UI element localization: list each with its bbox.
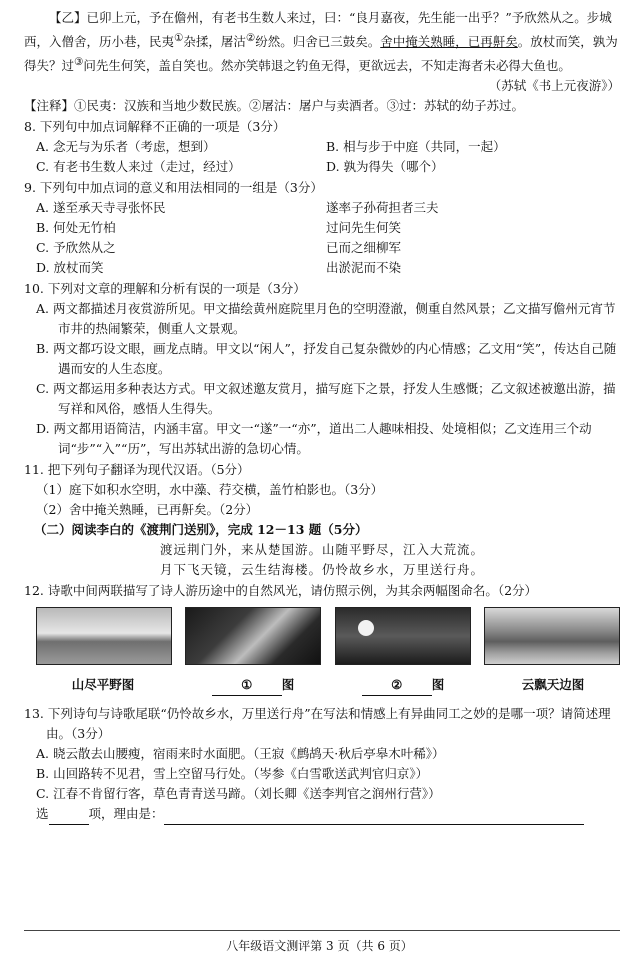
- question-9-option-a: [24, 198, 620, 218]
- passage-text: 【乙】已卯上元，予在儋州，有老书生数人来过，曰：“良月嘉夜，先生能一出乎？”予欣然从之。步城西，入僧舍，历小巷，民夷: [24, 10, 612, 50]
- option-a: A. 两文都描述月夜赏游所见。甲文描绘黄州庭院里月色的空明澄澈，侧重自然风景；乙文描写儋州元宵节市井的热闹繁荣，侧重人文景观。: [36, 301, 616, 337]
- passage-text: 。放杖而笑，孰为得失？过: [24, 34, 618, 74]
- option-d-right: 出淤泥而不染: [326, 260, 402, 276]
- reason-blank[interactable]: [164, 804, 584, 825]
- option-a-right: 遂率子孙荷担者三夫: [326, 200, 439, 216]
- choice-blank[interactable]: [49, 804, 89, 825]
- sentence-1: （1）庭下如积水空明，水中藻、荇交横，盖竹柏影也。（3分）: [36, 482, 384, 498]
- answer-blank-1[interactable]: ①: [212, 675, 282, 696]
- landscape-photo-plain: [36, 607, 172, 665]
- option-b: B. 两文都巧设文眼，画龙点睛。甲文以“闲人”，抒发自己复杂微妙的内心情感；乙文用“笑”，传达自己随遇而安的人生态度。: [36, 341, 617, 377]
- option-d-left: D. 放杖而笑: [36, 260, 104, 276]
- exam-page: [24, 8, 620, 825]
- annotations: 【注释】①民夷：汉族和当地少数民族。②屠沽：屠户与卖酒者。③过：苏轼的幼子苏过。: [24, 98, 525, 114]
- note-mark: ①: [174, 32, 184, 44]
- passage-text: 问先生何笑，盖自笑也。然亦笑韩退之钓鱼无得，更欲远去，不知走海者未必得大鱼也。: [83, 58, 571, 74]
- option-b: B. 山回路转不见君，雪上空留马行处。（岑参《白雪歌送武判官归京》）: [36, 766, 429, 782]
- landscape-photo-moon: [335, 607, 471, 665]
- landscape-photo-clouds: [484, 607, 620, 665]
- caption-1: 山尽平野图: [71, 677, 135, 693]
- option-a: A. 念无与为乐者（考虑，想到）: [36, 139, 216, 155]
- caption-suffix: 图: [431, 677, 445, 693]
- question-8-options-row2: [24, 157, 620, 177]
- passage-source: （苏轼《书上元夜游》）: [488, 78, 620, 94]
- answer-blank-2[interactable]: ②: [362, 675, 432, 696]
- poem-line-2: 月下飞天镜，云生结海楼。仍怜故乡水，万里送行舟。: [159, 562, 484, 578]
- question-9-option-d: [24, 258, 620, 278]
- question-8-stem: 8. 下列句中加点词解释不正确的一项是（3分）: [24, 119, 286, 135]
- page-footer: 八年级语文测评第 3 页（共 6 页）: [226, 939, 413, 953]
- passage-text: 杂揉，屠沽: [183, 34, 246, 50]
- question-8-options-row1: [24, 137, 620, 157]
- photo-row: [36, 607, 620, 665]
- question-9-stem: 9. 下列句中加点词的意义和用法相同的一组是（3分）: [24, 180, 323, 196]
- option-c-left: C. 予欣然从之: [36, 240, 116, 256]
- sentence-2: （2）舍中掩关熟睡，已再鼾矣。（2分）: [36, 502, 259, 518]
- question-9-option-b: [24, 218, 620, 238]
- answer-prefix: 选: [36, 806, 49, 822]
- moon-shape: [358, 620, 374, 636]
- question-9-option-c: [24, 238, 620, 258]
- option-b-left: B. 何处无竹柏: [36, 220, 116, 236]
- option-a: A. 晓云散去山腰瘦，宿雨来时水面肥。（王寂《鹧鸪天·秋后亭皋木叶稀》）: [36, 746, 445, 762]
- caption-2: [186, 675, 320, 696]
- answer-line: [24, 804, 620, 825]
- option-c-right: 已而之细柳军: [326, 240, 402, 256]
- option-b: B. 相与步于中庭（共同，一起）: [326, 139, 506, 155]
- question-10-stem: 10. 下列对文章的理解和分析有误的一项是（3分）: [24, 281, 306, 297]
- note-mark: ③: [74, 56, 84, 69]
- poem-line-1: 渡远荆门外，来从楚国游。山随平野尽，江入大荒流。: [159, 542, 484, 558]
- caption-suffix: 图: [281, 677, 295, 693]
- question-11-stem: 11. 把下列句子翻译为现代汉语。（5分）: [24, 462, 250, 478]
- caption-4: 云飘天边图: [521, 677, 585, 693]
- footer-divider: [24, 930, 620, 931]
- answer-label: 项，理由是：: [88, 806, 164, 822]
- passage-b: [24, 8, 620, 76]
- option-d: D. 两文都用语简洁，内涵丰富。甲文一“遂”一“亦”，道出二人趣味相投、处境相似；乙文连用三个动词“步”“入”“历”，写出苏轼出游的急切心情。: [36, 421, 592, 457]
- question-12-stem: 12. 诗歌中间两联描写了诗人游历途中的自然风光，请仿照示例，为其余两幅图命名。（2分）: [24, 583, 538, 599]
- option-b-right: 过问先生何笑: [326, 220, 402, 236]
- underlined-sentence: 舍中掩关熟睡，已再鼾矣: [380, 34, 518, 50]
- photo-captions: [36, 675, 620, 696]
- option-c: C. 两文都运用多种表达方式。甲文叙述邀友赏月，描写庭下之景，抒发人生感慨；乙文叙述被邀出游，描写祥和风俗，感悟人生得失。: [36, 381, 616, 417]
- landscape-photo-river: [185, 607, 321, 665]
- option-d: D. 孰为得失（哪个）: [326, 159, 444, 175]
- question-13-stem: 13. 下列诗句与诗歌尾联“仍怜故乡水，万里送行舟”在写法和情感上有异曲同工之妙的是哪一项？请简述理由。（3分）: [24, 706, 611, 742]
- option-a-left: A. 遂至承天寺寻张怀民: [36, 200, 166, 216]
- caption-3: [336, 675, 470, 696]
- option-c: C. 有老书生数人来过（走过，经过）: [36, 159, 241, 175]
- section-2-title: （二）阅读李白的《渡荆门送别》，完成 12－13 题（5分）: [34, 522, 368, 538]
- note-mark: ②: [245, 32, 256, 44]
- passage-text: 纷然。归舍已三鼓矣。: [255, 34, 381, 50]
- option-c: C. 江春不肯留行客，草色青青送马蹄。（刘长卿《送李判官之润州行营》）: [36, 786, 441, 802]
